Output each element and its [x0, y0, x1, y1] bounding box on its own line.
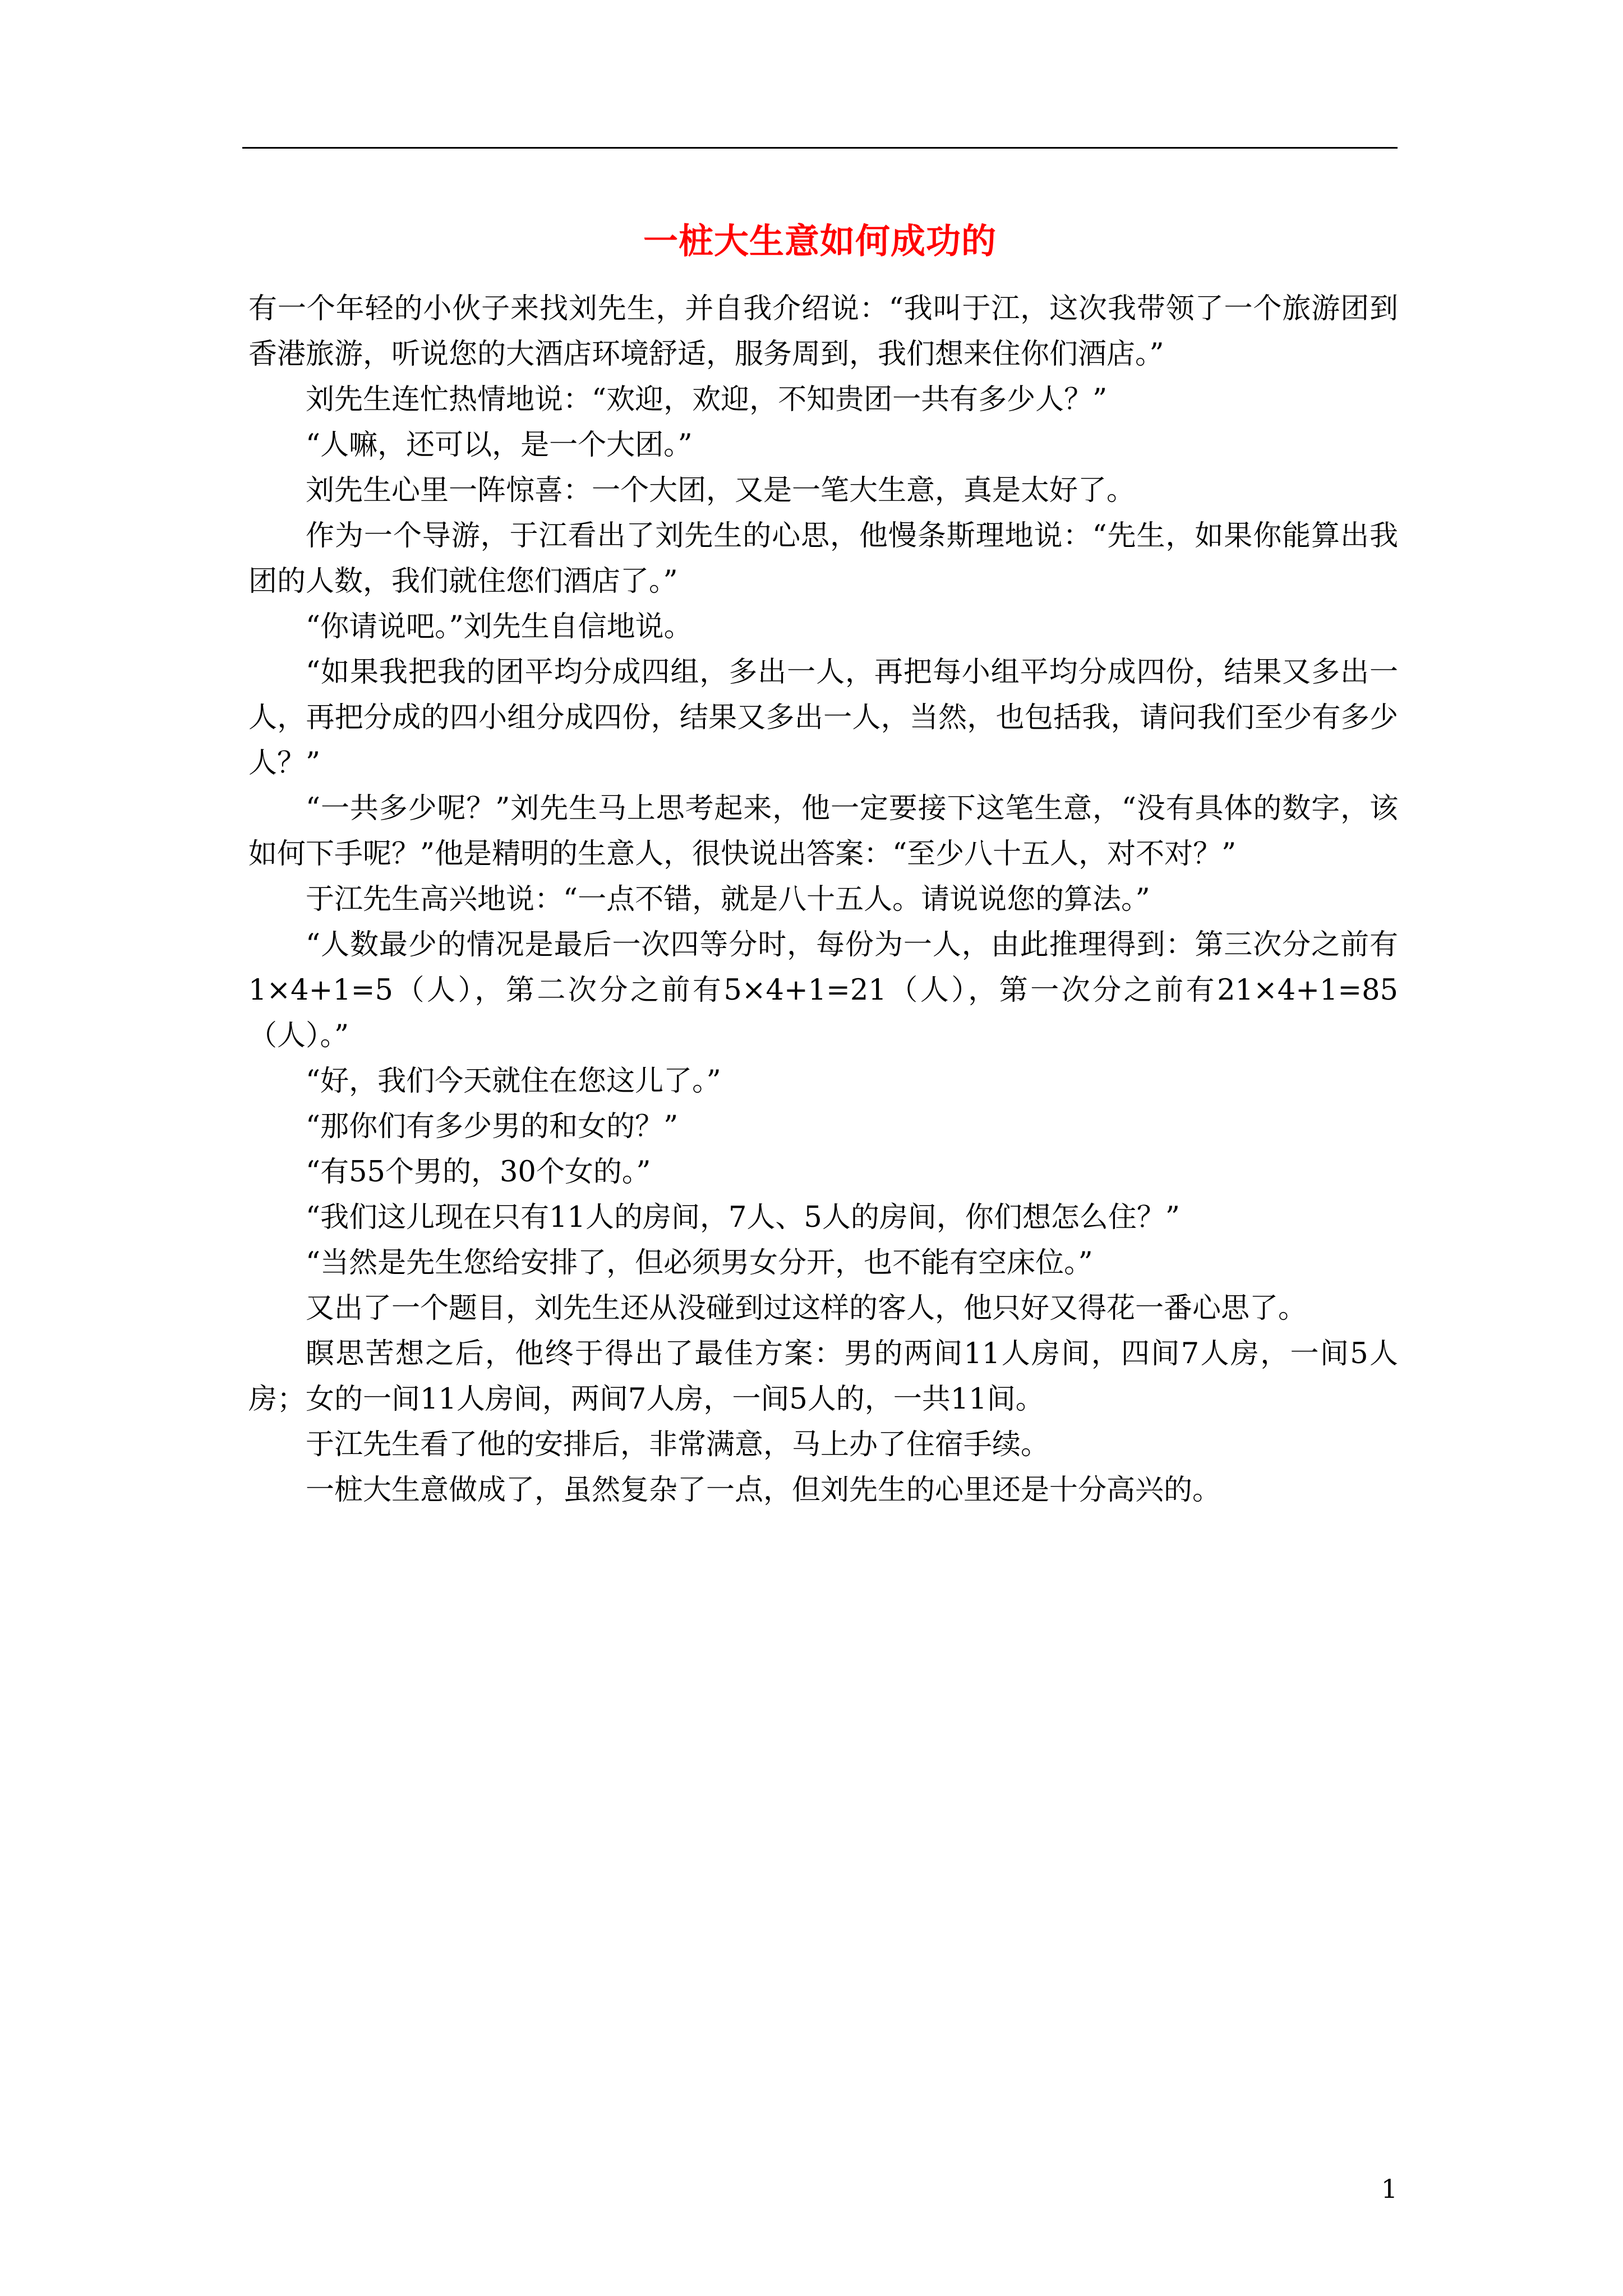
paragraph-2: 刘先生连忙热情地说：“欢迎，欢迎，不知贵团一共有多少人？” — [306, 383, 1108, 416]
paragraph-17: 瞑思苦想之后，他终于得出了最佳方案：男的两间11人房间，四间7人房，一间5人房；女的一间11人房间，两间7人房，一间5人的，一共11间。 — [248, 1337, 1398, 1416]
paragraph-13: “有55个男的，30个女的。” — [306, 1156, 651, 1189]
paragraph-16: 又出了一个题目，刘先生还从没碰到过这样的客人，他只好又得花一番心思了。 — [306, 1292, 1307, 1325]
paragraph-12: “那你们有多少男的和女的？” — [306, 1110, 679, 1143]
paragraph-4: 刘先生心里一阵惊喜：一个大团，又是一笔大生意，真是太好了。 — [306, 474, 1136, 507]
paragraph-1: 有一个年轻的小伙子来找刘先生，并自我介绍说：“我叫于江，这次我带领了一个旅游团到香港旅游，听说您的大酒店环境舒适，服务周到，我们想来住你们酒店。” — [248, 292, 1398, 371]
document-body — [248, 286, 1398, 1513]
paragraph-18: 于江先生看了他的安排后，非常满意，马上办了住宿手续。 — [306, 1428, 1050, 1461]
paragraph-8: “一共多少呢？”刘先生马上思考起来，他一定要接下这笔生意，“没有具体的数字，该如何下手呢？”他是精明的生意人，很快说出答案：“至少八十五人，对不对？” — [248, 792, 1398, 871]
document-title: 一桩大生意如何成功的 — [643, 220, 997, 261]
header-rule — [242, 147, 1398, 149]
paragraph-19: 一桩大生意做成了，虽然复杂了一点，但刘先生的心里还是十分高兴的。 — [306, 1474, 1221, 1507]
paragraph-3: “人嘛，还可以，是一个大团。” — [306, 429, 693, 462]
paragraph-9: 于江先生高兴地说：“一点不错，就是八十五人。请说说您的算法。” — [306, 883, 1150, 916]
paragraph-11: “好，我们今天就住在您这儿了。” — [306, 1065, 721, 1098]
paragraph-14: “我们这儿现在只有11人的房间，7人、5人的房间，你们想怎么住？” — [306, 1201, 1180, 1234]
paragraph-15: “当然是先生您给安排了，但必须男女分开，也不能有空床位。” — [306, 1246, 1093, 1280]
paragraph-5: 作为一个导游，于江看出了刘先生的心思，他慢条斯理地说：“先生，如果你能算出我团的人数，我们就住您们酒店了。” — [248, 519, 1398, 598]
paragraph-10: “人数最少的情况是最后一次四等分时，每份为一人，由此推理得到：第三次分之前有1×4+1=5（人），第二次分之前有5×4+1=21（人），第一次分之前有21×4+1=85（人）。” — [248, 928, 1398, 1052]
paragraph-7: “如果我把我的团平均分成四组，多出一人，再把每小组平均分成四份，结果又多出一人，再把分成的四小组分成四份，结果又多出一人，当然，也包括我，请问我们至少有多少人？” — [248, 656, 1398, 780]
page-number: 1 — [1381, 2174, 1398, 2204]
paragraph-6: “你请说吧。”刘先生自信地说。 — [306, 610, 693, 643]
